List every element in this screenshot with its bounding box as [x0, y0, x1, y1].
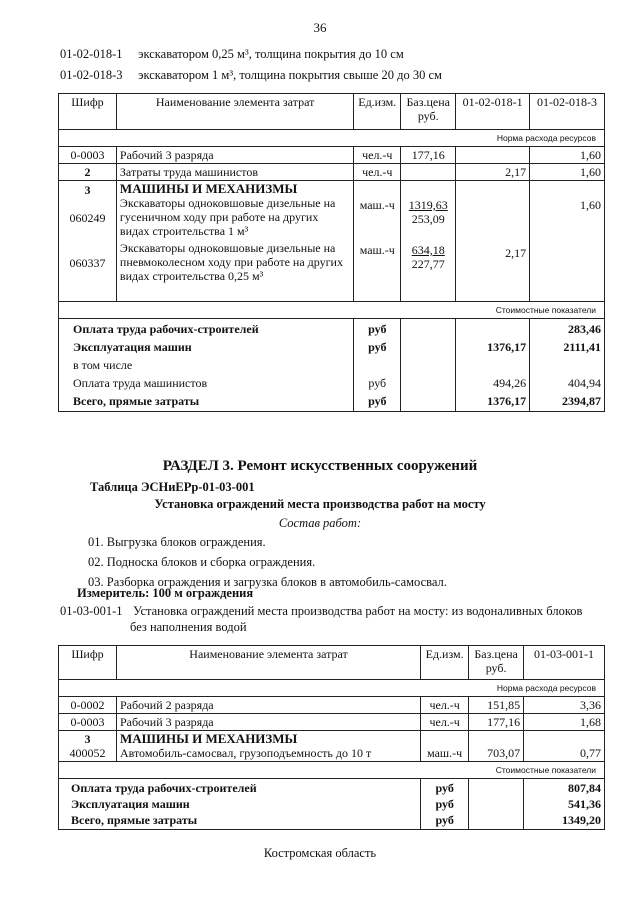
list-item: 02. Поднoска блоков и сборка ограждения.	[88, 555, 316, 569]
header-code-1: 01-02-018-1	[60, 47, 123, 61]
table-row	[59, 714, 605, 731]
total-value-4b: 404,94	[568, 376, 601, 390]
resource-table-1	[58, 93, 605, 412]
machine-code-1: 400052	[69, 746, 106, 760]
totals-labels	[59, 779, 421, 830]
row-value-1: 1,68	[524, 714, 605, 731]
row-value-1: 3,36	[524, 697, 605, 714]
row-value-2: 1,60	[530, 164, 605, 181]
col-header-code: Шифр	[59, 94, 117, 130]
total-value-2a: 1376,17	[487, 340, 527, 354]
row-unit: чел.-ч	[421, 697, 469, 714]
section-title: МАШИНЫ И МЕХАНИЗМЫ	[119, 731, 298, 746]
total-value-1: 807,84	[568, 781, 601, 795]
col-header-unit: Ед.изм.	[421, 646, 469, 680]
norm-label-row	[59, 130, 605, 147]
col-header-code: Шифр	[59, 646, 117, 680]
machine-code-1: 060249	[69, 211, 106, 225]
row-price: 177,16	[469, 714, 524, 731]
row-price: 151,85	[469, 697, 524, 714]
row-price	[401, 164, 456, 181]
machines-names	[116, 731, 420, 762]
table-row	[59, 697, 605, 714]
total-value-3b	[533, 356, 601, 374]
row-name: Затраты труда машинистов	[116, 164, 353, 181]
row-code: 0-0003	[59, 147, 117, 164]
total-label-1: Оплата труда рабочих-строителей	[73, 322, 259, 336]
resource-table-2	[58, 645, 605, 830]
norm-label: Норма расхода ресурсов	[59, 130, 605, 147]
row-code: 2	[59, 164, 117, 181]
header-text-2: экскаватором 1 м³, толщина покрытия свыше 20 до 30 см	[138, 68, 442, 82]
works-list	[88, 532, 447, 592]
table2-header-row	[59, 646, 605, 680]
totals-price-empty	[469, 779, 524, 830]
col-header-name: Наименование элемента затрат	[116, 94, 353, 130]
total-value-1b: 283,46	[568, 322, 601, 336]
machine-value-1: 0,77	[580, 746, 601, 760]
machine-unit-1: маш.-ч	[427, 746, 463, 760]
total-unit-2: руб	[435, 797, 454, 811]
row-name: Рабочий 2 разряда	[116, 697, 420, 714]
machine-price-1a: 1319,63	[408, 198, 448, 212]
machines-codes	[59, 181, 117, 302]
row-code: 0-0003	[59, 714, 117, 731]
row-unit: чел.-ч	[354, 164, 401, 181]
section-title: МАШИНЫ И МЕХАНИЗМЫ	[119, 181, 298, 196]
list-item: 03. Разборка ограждения и загрузка блоков в автомобиль-самосвал.	[88, 575, 447, 589]
works-title: Состав работ:	[278, 516, 362, 530]
machine-price-1b: 253,09	[411, 212, 445, 226]
row-code: 0-0002	[59, 697, 117, 714]
col-header-unit: Ед.изм.	[354, 94, 401, 130]
machines-prices	[401, 181, 456, 302]
meter-label: Измеритель: 100 м ограждения	[77, 586, 254, 600]
page-number: 36	[313, 20, 327, 35]
machine-value-1b: 1,60	[580, 198, 601, 212]
table-label: Таблица ЭСНиЕРр-01-03-001	[90, 480, 255, 494]
header-text-1: экскаватором 0,25 м³, толщина покрытия до 10 см	[138, 47, 404, 61]
col-header-norm-2: 01-02-018-3	[530, 94, 605, 130]
cost-label: Стоимостные показатели	[59, 762, 605, 779]
total-value-5b: 2394,87	[562, 394, 601, 408]
machine-name-2: Экскаваторы одноковшовые дизельные на пневмоколесном ходу при работе на других видах строительства 0,25 м³	[119, 241, 343, 283]
col-header-name: Наименование элемента затрат	[116, 646, 420, 680]
section-heading: РАЗДЕЛ 3. Ремонт искусственных сооружений	[162, 458, 478, 474]
col-header-price: Баз.цена руб.	[469, 646, 524, 680]
total-label-1: Оплата труда рабочих-строителей	[71, 781, 257, 795]
cost-label-row	[59, 762, 605, 779]
header-line-1	[60, 47, 404, 62]
machine-value-1a	[459, 198, 526, 212]
total-label-3: Всего, прямые затраты	[71, 813, 198, 827]
machines-prices	[469, 731, 524, 762]
total-value-1a	[459, 320, 526, 338]
table-row	[59, 147, 605, 164]
row-price: 177,16	[401, 147, 456, 164]
total-label-5: Всего, прямые затраты	[73, 394, 200, 408]
col-header-price: Баз.цена руб.	[401, 94, 456, 130]
total-value-2b: 2111,41	[563, 340, 601, 354]
row-unit: чел.-ч	[421, 714, 469, 731]
machines-units	[354, 181, 401, 302]
machine-name-1: Экскаваторы одноковшовые дизельные на гусеничном ходу при работе на других видах строительства 1 м³	[119, 196, 336, 238]
item-text-line2: без наполнения водой	[130, 620, 247, 634]
total-unit-4: руб	[368, 376, 387, 390]
col-header-norm-1: 01-02-018-1	[456, 94, 530, 130]
list-item: 01. Выгрузка блоков ограждения.	[88, 535, 266, 549]
total-label-2: Эксплуатация машин	[71, 797, 190, 811]
norm-label: Норма расхода ресурсов	[59, 680, 605, 697]
machine-unit-2: маш.-ч	[359, 243, 395, 257]
machine-price-1: 703,07	[487, 746, 521, 760]
table-row	[59, 164, 605, 181]
totals-units	[354, 319, 401, 412]
item-text-line1: Установка ограждений места производства работ на мосту: из водоналивных блоков	[133, 604, 583, 618]
machines-codes	[59, 731, 117, 762]
machines-names	[116, 181, 353, 302]
total-label-2: Эксплуатация машин	[73, 340, 192, 354]
totals-labels	[59, 319, 354, 412]
total-value-3a	[459, 356, 526, 374]
total-unit-1: руб	[368, 322, 387, 336]
item-code: 01-03-001-1	[60, 604, 123, 618]
row-name: Рабочий 3 разряда	[116, 714, 420, 731]
total-value-4a: 494,26	[493, 376, 527, 390]
row-value-1: 2,17	[456, 164, 530, 181]
totals-values-2	[530, 319, 605, 412]
row-value-1	[456, 147, 530, 164]
total-value-3: 1349,20	[562, 813, 601, 827]
page-footer: Костромская область	[263, 846, 377, 860]
totals-block	[59, 779, 605, 830]
totals-units	[421, 779, 469, 830]
total-unit-3	[357, 356, 397, 374]
row-value-2: 1,60	[530, 147, 605, 164]
item-description	[60, 604, 582, 619]
machines-block	[59, 731, 605, 762]
total-value-2: 541,36	[568, 797, 601, 811]
total-unit-5: руб	[368, 394, 387, 408]
header-line-2	[60, 68, 442, 83]
table-title: Установка ограждений места производства работ на мосту	[154, 497, 486, 511]
header-code-2: 01-02-018-3	[60, 68, 123, 82]
machines-values-1	[524, 731, 605, 762]
totals-block	[59, 319, 605, 412]
row-unit: чел.-ч	[354, 147, 401, 164]
row-name: Рабочий 3 разряда	[116, 147, 353, 164]
totals-values-1	[524, 779, 605, 830]
machines-values-2	[530, 181, 605, 302]
machine-code-2: 060337	[69, 256, 106, 270]
norm-label-row	[59, 680, 605, 697]
section-code: 3	[84, 732, 91, 746]
machine-name-1: Автомобиль-самосвал, грузоподъемность до 10 т	[119, 746, 372, 760]
totals-price-empty	[401, 319, 456, 412]
machine-price-2b: 227,77	[411, 257, 445, 271]
total-label-3: в том числе	[73, 358, 133, 372]
section-code: 3	[84, 183, 91, 197]
cost-label: Стоимостные показатели	[59, 302, 605, 319]
machine-price-2a: 634,18	[411, 243, 445, 257]
machine-value-2a: 2,17	[505, 246, 527, 260]
total-unit-1: руб	[435, 781, 454, 795]
cost-label-row	[59, 302, 605, 319]
machines-units	[421, 731, 469, 762]
machines-block	[59, 181, 605, 302]
machine-unit-1: маш.-ч	[359, 198, 395, 212]
total-value-5a: 1376,17	[487, 394, 527, 408]
col-header-norm-1: 01-03-001-1	[524, 646, 605, 680]
table1-header-row	[59, 94, 605, 130]
total-unit-2: руб	[368, 340, 387, 354]
machines-values-1	[456, 181, 530, 302]
totals-values-1	[456, 319, 530, 412]
total-label-4: Оплата труда машинистов	[73, 376, 208, 390]
total-unit-3: руб	[435, 813, 454, 827]
